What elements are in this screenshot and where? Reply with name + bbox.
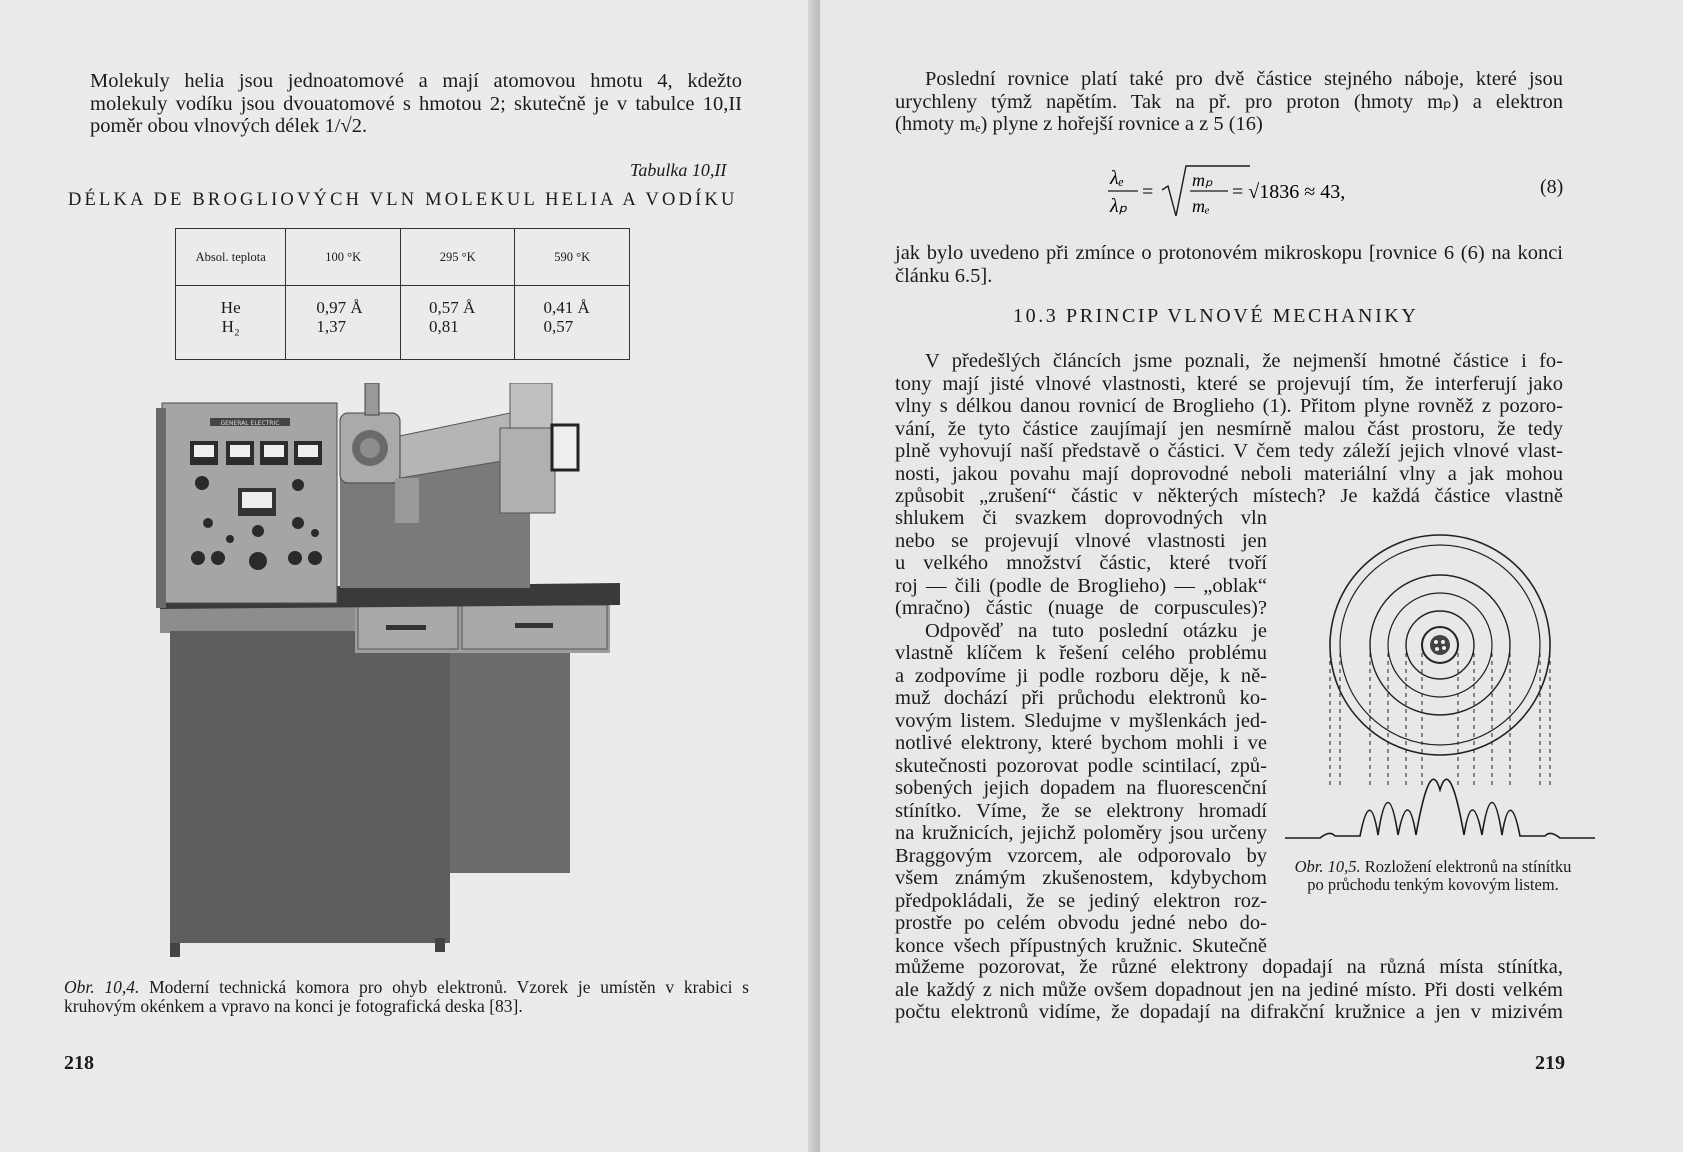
text-line: V předešlých článcích jsme poznali, že nejmenší hmotné částice i fo-: [925, 350, 1563, 372]
text-line: muž dochází při průchodu elektronů ko-: [895, 687, 1267, 709]
m-p: mₚ: [1192, 170, 1213, 190]
text-line: můžeme pozorovat, že různé elektrony dopadají na různá místa stínítka,: [895, 956, 1563, 978]
table-header: Absol. teplota: [176, 229, 286, 286]
table-header: 295 °K: [400, 229, 515, 286]
table-header: 100 °K: [286, 229, 401, 286]
table-header: 590 °K: [515, 229, 630, 286]
table-cell: [286, 286, 401, 360]
text-line: urychleny týmž napětím. Tak na př. pro proton (hmoty mₚ) a elektron: [895, 90, 1563, 113]
text-line: vlny s délkou danou rovnicí de Broglieho (1). Přitom plyne rovněž z pozoro-: [895, 395, 1563, 417]
text-line: konce všech přípustných kružnic. Skutečně: [895, 934, 1267, 957]
text-line: Odpověď na tuto poslední otázku je: [925, 619, 1267, 642]
text-line: stínítko. Víme, že se elektrony hromadí: [895, 799, 1267, 822]
text-line: plně vyhovují naší představě o částici. V čem tedy záleží jejich vlnové vlast-: [895, 440, 1563, 462]
table-cell-value: 0,41 Å: [543, 298, 590, 317]
table-body-row: [176, 286, 630, 360]
text-line: vovým listem. Sledujme v myšlenkách jed-: [895, 709, 1267, 732]
text-line: nebo se projevují vlnové vlastnosti jen: [895, 529, 1267, 552]
text-line: molekuly vodíku jsou dvouatomové s hmotou 2; skutečně je v tabulce 10,II: [90, 92, 742, 115]
text-line: u velkého množství částic, které tvoří: [895, 552, 1267, 574]
left-page: [0, 0, 820, 1152]
text-line: (mračno) částic (nuage de corpuscules)?: [895, 597, 1267, 619]
paragraph-after-equation: [895, 242, 1563, 287]
text-line: Poslední rovnice platí také pro dvě částice stejného náboje, které jsou: [925, 68, 1563, 90]
table-cell-value: H₂: [221, 317, 240, 336]
svg-text:=: =: [1142, 181, 1154, 203]
table-cell-value: 0,81: [428, 317, 459, 336]
text-line: sobených jejich dopadem na fluorescenční: [895, 777, 1267, 799]
equation-8: [1100, 160, 1570, 220]
paragraph-top: [895, 68, 1563, 136]
text-line: Molekuly helia jsou jednoatomové a mají atomovou hmotu 4, kdežto: [90, 70, 742, 92]
table-cell-value: 0,97 Å: [316, 298, 363, 317]
lambda-p: λₚ: [1110, 195, 1128, 217]
figure-caption-text: Moderní technická komora pro ohyb elektronů. Vzorek je umístěn v krabici s kruhovým okénkem a vpravo na konci je fotografická deska [83].: [64, 977, 749, 1016]
wavelength-table: [175, 228, 630, 360]
diffraction-chamber-photo: [150, 383, 660, 965]
text-line: ale každý z nich může ovšem dopadnout jen na jediné místo. Při dosti velkém: [895, 978, 1563, 1001]
lambda-e: λₑ: [1110, 167, 1124, 189]
table-cell-value: 1,37: [316, 317, 347, 336]
equation-rhs: = √1836 ≈ 43,: [1232, 181, 1346, 203]
table-cell-value: He: [220, 298, 241, 317]
table-cell: [400, 286, 515, 360]
text-line: Braggovým vzorcem, ale odporovalo by: [895, 844, 1267, 867]
figure-caption-label: Obr. 10,5.: [1294, 857, 1361, 876]
text-line: roj — čili (podle de Broglieho) — „oblak“: [895, 574, 1267, 597]
table-cell: [176, 286, 286, 360]
section-heading: 10.3 PRINCIP VLNOVÉ MECHANIKY: [1013, 305, 1419, 327]
equation-number: (8): [1540, 176, 1564, 198]
m-e: mₑ: [1192, 196, 1210, 216]
text-line: tony mají jisté vlnové vlastnosti, které se projevují tím, že interferují jako: [895, 372, 1563, 395]
text-line: jak bylo uvedeno při zmínce o protonovém mikroskopu [rovnice 6 (6) na konci: [895, 242, 1563, 264]
figure-caption-label: Obr. 10,4.: [64, 977, 140, 997]
figure-caption-right: [1288, 858, 1578, 894]
instrument-brand-label: GENERAL ELECTRIC: [220, 420, 280, 427]
text-line: poměr obou vlnových délek 1/√2.: [90, 115, 368, 137]
table-cell: [515, 286, 630, 360]
text-line: způsobit „zrušení“ částic v některých místech? Je každá částice vlastně: [895, 485, 1563, 507]
text-line: nosti, jakou povahu mají doprovodné neboli materiální vlny a jak mohou: [895, 462, 1563, 485]
figure-caption-text: Rozložení elektronů na stínítku po průchodu tenkým kovovým listem.: [1307, 857, 1572, 894]
text-line: článku 6.5].: [895, 264, 993, 287]
text-line: vání, že tyto částice zaujímají jen nesmírně malou část prostoru, že tedy: [895, 417, 1563, 440]
body-full-width: [895, 350, 1563, 508]
page-number-right: 219: [1535, 1052, 1565, 1074]
diffraction-rings-figure: [1280, 530, 1600, 850]
text-line: prostře po celém obvodu jedné nebo do-: [895, 912, 1267, 934]
figure-caption-left: [64, 978, 749, 1016]
table-header-row: [176, 229, 630, 286]
text-line: notlivé elektrony, které bychom mohli i ve: [895, 732, 1267, 754]
text-line: všem známým zkušenostem, kdybychom: [895, 867, 1267, 889]
text-line: a zodpovíme ji podle rozboru děje, k ně-: [895, 664, 1267, 687]
text-line: shlukem či svazkem doprovodných vln: [895, 507, 1267, 529]
text-line: vlastně klíčem k řešení celého problému: [895, 642, 1267, 664]
text-line: předpokládali, že se jediný elektron roz-: [895, 889, 1267, 912]
intro-paragraph: [90, 70, 742, 138]
body-bottom: [895, 956, 1563, 1024]
text-line: na kružnicích, jejichž poloměry jsou určeny: [895, 822, 1267, 844]
table-cell-value: 0,57: [543, 317, 574, 336]
text-line: počtu elektronů vidíme, že dopadají na difrakční kružnice a jen v mizivém: [895, 1001, 1563, 1023]
table-cell-value: 0,57 Å: [428, 298, 476, 317]
text-line: (hmoty mₑ) plyne z hořejší rovnice a z 5 (16): [895, 113, 1263, 135]
page-number-left: 218: [64, 1052, 94, 1074]
table-title: DÉLKA DE BROGLIOVÝCH VLN MOLEKUL HELIA A VODÍKU: [68, 190, 738, 210]
text-line: skutečnosti pozorovat podle scintilací, způ-: [895, 754, 1267, 777]
table-label: Tabulka 10,II: [630, 160, 727, 180]
body-narrow: [895, 507, 1267, 957]
